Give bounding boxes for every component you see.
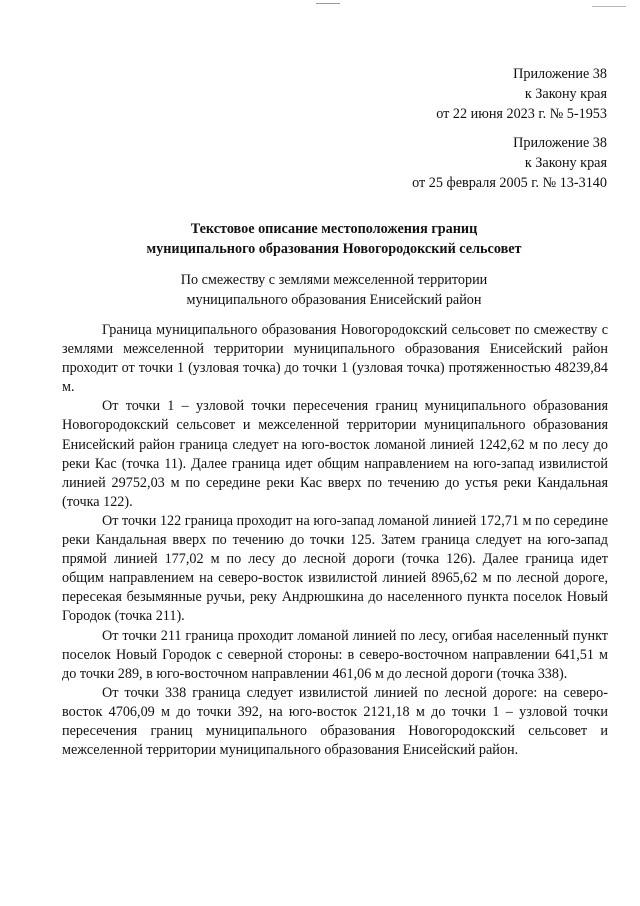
- paragraph: От точки 1 – узловой точки пересечения границ муниципального образования Новогородокский сельсовет и межселенной территории муниципального образования Енисейский район граница следует на юго-восток ломаной линией 1242,62 м по лесу до реки Кас (точка 11). Далее граница идет общим направлением на юго-запад извилистой линией 29752,03 м по середине реки Кас вверх по течению до устья реки Кандальная (точка 122).: [62, 398, 608, 510]
- paragraph: От точки 122 граница проходит на юго-запад ломаной линией 172,71 м по середине реки Кандальная вверх по течению до точки 125. Затем граница следует на юго-запад прямой линией 177,02 м по лесу до лесной дороги (точка 126). Далее граница идет общим направлением на северо-восток извилистой линией 8965,62 м по лесной дороге, пересекая безымянные ручьи, реку Андрюшкина до населенного пункта поселок Новый Городок (точка 211).: [62, 512, 608, 625]
- title-line: муниципального образования Новогородокский сельсовет: [146, 241, 522, 257]
- subtitle-line: По смежеству с землями межселенной территории: [180, 272, 488, 288]
- scan-artifact-line: [316, 3, 340, 4]
- document-title: [60, 219, 608, 259]
- annex-header-current: [436, 64, 607, 124]
- annex-header-original: [412, 133, 607, 193]
- annex-number: Приложение 38: [513, 135, 607, 151]
- scan-artifact-line: [592, 6, 626, 7]
- document-body: [62, 321, 608, 760]
- annex-law-ref: к Закону края: [524, 155, 607, 171]
- annex-law-date: от 25 февраля 2005 г. № 13-3140: [412, 175, 607, 191]
- subtitle-line: муниципального образования Енисейский район: [186, 292, 482, 308]
- annex-law-date: от 22 июня 2023 г. № 5-1953: [436, 106, 607, 122]
- section-subtitle: [60, 270, 608, 310]
- paragraph: От точки 211 граница проходит ломаной линией по лесу, огибая населенный пункт поселок Новый Городок с северной стороны: в северо-восточном направлении 641,51 м до точки 289, в юго-восточном направлении 461,06 м до лесной дороги (точка 338).: [62, 627, 608, 682]
- paragraph: Граница муниципального образования Новогородокский сельсовет по смежеству с землями межселенной территории муниципального образования Енисейский район проходит от точки 1 (узловая точка) до точки 1 (узловая точка) протяженностью 48239,84 м.: [62, 322, 608, 396]
- paragraph: От точки 338 граница следует извилистой линией по лесной дороге: на северо-восток 4706,09 м до точки 392, на юго-восток 2121,18 м до точки 1 – узловой точки пересечения границ муниципального образования Новогородокский сельсовет и межселенной территории муниципального образования Енисейский район.: [62, 684, 608, 759]
- annex-number: Приложение 38: [513, 66, 607, 82]
- annex-law-ref: к Закону края: [524, 86, 607, 102]
- title-line: Текстовое описание местоположения границ: [190, 221, 478, 237]
